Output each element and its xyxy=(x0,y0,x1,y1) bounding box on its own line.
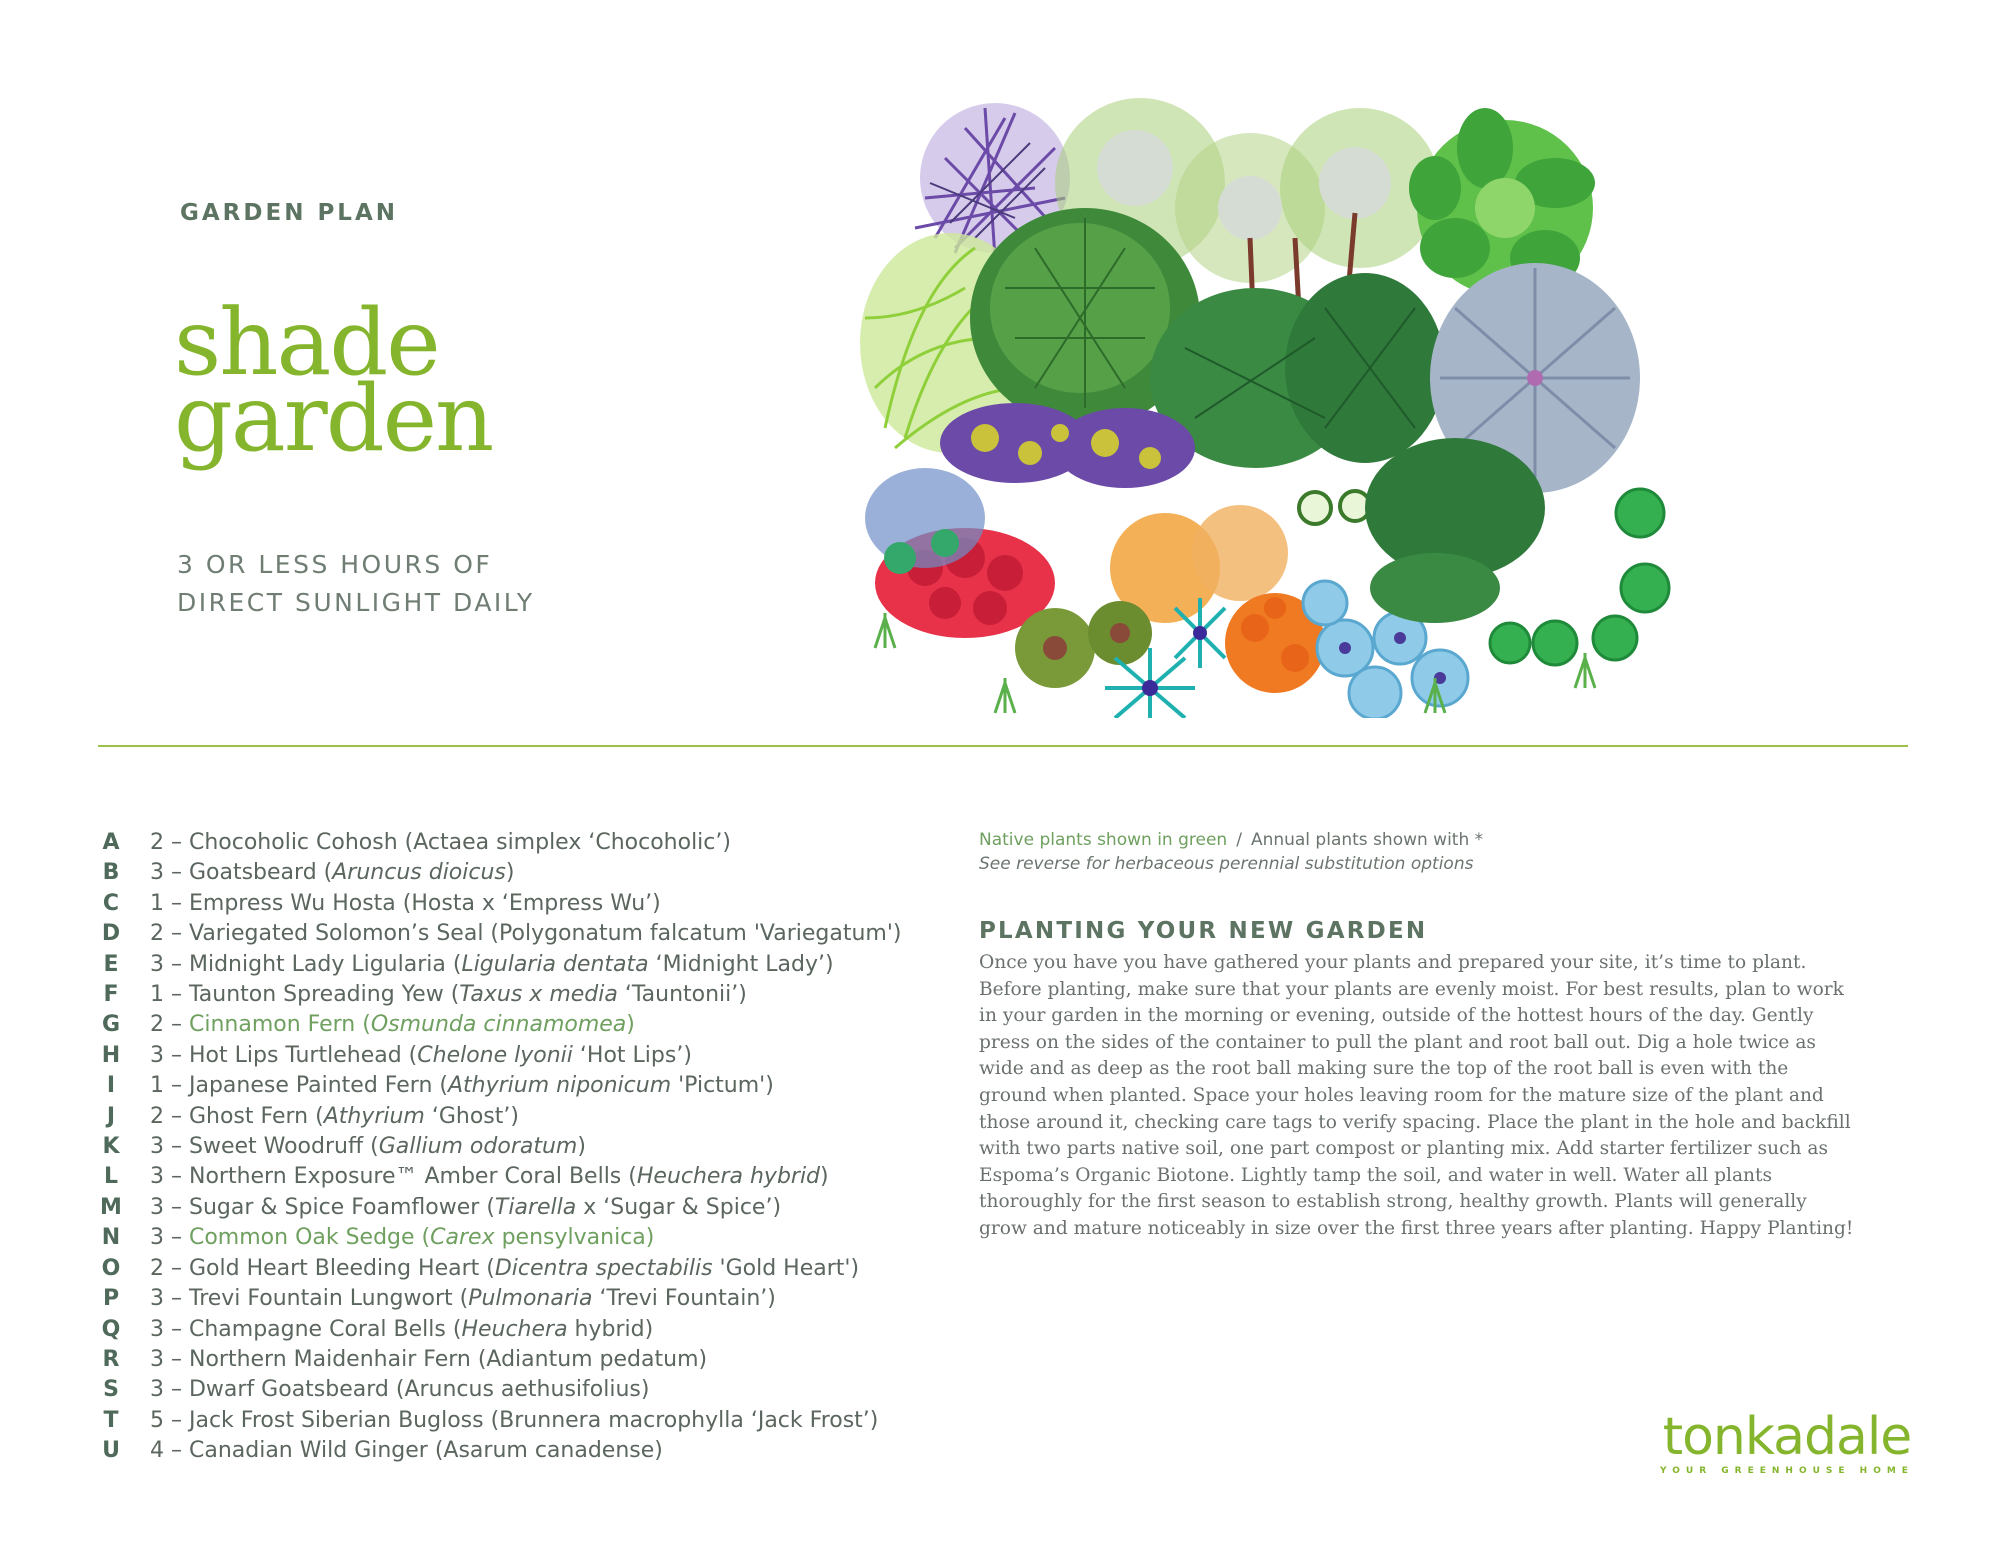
plant-quantity: 3 – xyxy=(150,1286,189,1312)
plant-name-italic: Athyrium xyxy=(323,1103,425,1129)
plant-name xyxy=(189,1195,781,1220)
plant-key: E xyxy=(103,951,119,977)
plant-quantity: 3 – xyxy=(150,1042,189,1068)
title-line-2: garden xyxy=(174,365,493,472)
plant-name-text: Goatsbeard ( xyxy=(188,860,333,886)
plant-name xyxy=(189,1377,649,1402)
plant-item xyxy=(100,919,901,949)
plant-name-italic: Chelone lyonii xyxy=(417,1042,573,1068)
bleeding-heart-drawing xyxy=(1015,601,1152,688)
plant-name xyxy=(189,1347,707,1372)
sunlight-requirement xyxy=(177,546,535,622)
plant-item xyxy=(100,1223,901,1253)
plant-item xyxy=(100,980,901,1010)
plant-name xyxy=(189,860,515,885)
plant-item xyxy=(100,889,901,919)
plant-name-text: Japanese Painted Fern ( xyxy=(188,1073,448,1099)
plant-name-text: Midnight Lady Ligularia ( xyxy=(188,951,462,977)
plant-name-text: Jack Frost Siberian Bugloss (Brunnera macrophylla ‘Jack Frost’) xyxy=(188,1407,879,1433)
plant-name xyxy=(189,1256,859,1281)
plant-name-text: ‘Trevi Fountain’) xyxy=(592,1286,776,1312)
plant-item xyxy=(100,1254,901,1284)
plant-name xyxy=(189,982,747,1007)
maidenhair-fern-drawing xyxy=(1365,438,1545,623)
subtitle-line-2: DIRECT SUNLIGHT DAILY xyxy=(177,588,535,617)
plant-name-italic: Ligularia dentata xyxy=(461,951,649,977)
plant-key: L xyxy=(103,1164,119,1190)
page-title xyxy=(174,289,493,472)
plant-name-text: Cinnamon Fern ( xyxy=(188,1012,371,1038)
native-note: Native plants shown in green xyxy=(979,830,1228,850)
plant-quantity: 3 – xyxy=(150,1316,189,1342)
plant-name-text: ) xyxy=(505,860,515,886)
subtitle-line-1: 3 OR LESS HOURS OF xyxy=(177,550,493,579)
plant-name-text: Sweet Woodruff ( xyxy=(188,1134,379,1160)
plant-quantity: 1 – xyxy=(150,982,189,1008)
plant-name xyxy=(189,921,902,946)
plant-key: I xyxy=(106,1073,116,1099)
plant-name-text: Ghost Fern ( xyxy=(188,1103,324,1129)
plant-key: B xyxy=(102,860,120,886)
plant-name-text: Chocoholic Cohosh (Actaea simplex ‘Chocoholic’) xyxy=(188,830,731,855)
plant-name-italic: Heuchera hybrid xyxy=(636,1164,821,1190)
plant-item xyxy=(100,1406,901,1436)
plant-name-text: ) xyxy=(626,1012,635,1038)
planting-instructions: Once you have you have gathered your plants and prepared your site, it’s time to plant. Before planting, make sure that your plants are evenly moist. For best results, plan to work in your garden in the morning or evening, outside of the hottest hours of the day. Gently press on the sides of the container to pull the plant and root ball out. Dig a hole twice as wide and as deep as the root ball making sure the top of the root ball is even with the ground when planted. Space your holes leaving room for the mature size of the plant and those around it, checking care tags to verify spacing. Place the plant in the hole and backfill with two parts native soil, one part compost or planting mix. Add starter fertilizer such as Espoma’s Organic Biotone. Lightly tamp the soil, and water in well. Water all plants thoroughly for the first season to establish strong, healthy growth. Plants will generally grow and mature noticeably in size over the first three years after planting. Happy Planting! xyxy=(979,952,1854,1239)
plant-key: H xyxy=(101,1042,121,1068)
plant-name-text: ) xyxy=(820,1164,829,1190)
plant-quantity: 3 – xyxy=(150,1194,189,1220)
plant-quantity: 2 – xyxy=(150,1012,189,1038)
plant-item xyxy=(100,1132,901,1162)
legend xyxy=(979,828,1483,876)
plant-name-text: Variegated Solomon’s Seal (Polygonatum falcatum 'Variegatum') xyxy=(188,921,902,947)
plant-item xyxy=(100,1162,901,1192)
plant-quantity: 3 – xyxy=(150,1346,189,1372)
plant-name-text: ‘Ghost’) xyxy=(424,1103,519,1129)
plant-name-text: 'Gold Heart') xyxy=(712,1255,860,1281)
plant-item xyxy=(100,1315,901,1345)
plant-key: M xyxy=(100,1194,122,1220)
plant-name-italic: Pulmonaria xyxy=(468,1286,593,1312)
plant-key: Q xyxy=(101,1316,121,1342)
plant-name-text: hybrid) xyxy=(567,1316,654,1342)
plant-name xyxy=(189,1438,663,1463)
plant-name xyxy=(189,1104,519,1129)
plant-name xyxy=(189,830,731,855)
plant-name-text: Dwarf Goatsbeard (Aruncus aethusifolius) xyxy=(188,1377,650,1403)
plant-quantity: 3 – xyxy=(150,860,189,886)
plant-quantity: 5 – xyxy=(150,1407,189,1433)
plant-quantity: 3 – xyxy=(150,1225,189,1251)
plant-item xyxy=(100,1284,901,1314)
plant-item xyxy=(100,858,901,888)
plant-key: K xyxy=(102,1134,120,1160)
plant-name-italic: Osmunda cinnamomea xyxy=(370,1012,627,1038)
plant-quantity: 1 – xyxy=(150,1073,189,1099)
orange-coral-bells-drawing xyxy=(1110,505,1325,693)
plant-name-text: Northern Maidenhair Fern (Adiantum pedatum) xyxy=(188,1346,708,1372)
plant-item xyxy=(100,828,901,858)
plant-name-text: ‘Hot Lips’) xyxy=(572,1042,692,1068)
plant-key: D xyxy=(101,921,121,947)
plant-name-text: Trevi Fountain Lungwort ( xyxy=(188,1286,469,1312)
coral-bells-drawing xyxy=(940,403,1195,488)
plant-name-italic: Taxus x media xyxy=(459,982,618,1008)
plant-name-text: Empress Wu Hosta (Hosta x ‘Empress Wu’) xyxy=(188,890,661,916)
plant-name-text: 'Pictum') xyxy=(671,1073,774,1099)
plant-key: O xyxy=(101,1255,121,1281)
logo-tagline: YOUR GREENHOUSE HOME xyxy=(1660,1466,1914,1476)
plant-name-italic: Heuchera xyxy=(461,1316,568,1342)
garden-plan-illustration xyxy=(855,88,1690,718)
plant-name-text: Taunton Spreading Yew ( xyxy=(188,982,460,1008)
annual-note: Annual plants shown with * xyxy=(1250,830,1484,850)
plant-quantity: 2 – xyxy=(150,830,189,855)
legend-separator: / xyxy=(1236,830,1242,850)
plant-key: R xyxy=(102,1346,120,1372)
plant-key: N xyxy=(101,1225,121,1251)
plant-key: G xyxy=(101,1012,121,1038)
plant-name-text: Gold Heart Bleeding Heart ( xyxy=(188,1255,495,1281)
planting-heading: PLANTING YOUR NEW GARDEN xyxy=(979,918,1428,944)
plant-quantity: 4 – xyxy=(150,1438,189,1464)
plant-key: S xyxy=(103,1377,119,1403)
plant-name xyxy=(189,1073,774,1098)
plant-quantity: 2 – xyxy=(150,921,189,947)
plant-name-italic: Carex xyxy=(430,1225,495,1251)
plant-name-italic: Dicentra spectabilis xyxy=(494,1255,713,1281)
plant-name-italic: Aruncus dioicus xyxy=(332,860,506,886)
plant-name-text: ) xyxy=(577,1134,586,1160)
plant-name-text: Champagne Coral Bells ( xyxy=(188,1316,462,1342)
plant-name xyxy=(189,1012,635,1037)
plant-name xyxy=(189,1043,692,1068)
plant-item xyxy=(100,1041,901,1071)
plant-key: T xyxy=(103,1407,119,1433)
plant-name-text: Northern Exposure™ Amber Coral Bells ( xyxy=(188,1164,637,1190)
title-line-1: shade xyxy=(174,289,439,396)
plant-quantity: 3 – xyxy=(150,1134,189,1160)
plant-key: U xyxy=(102,1438,120,1464)
plant-name-text: Common Oak Sedge ( xyxy=(188,1225,431,1251)
plant-key: F xyxy=(103,982,119,1008)
eyebrow-label: GARDEN PLAN xyxy=(180,200,399,226)
plant-quantity: 1 – xyxy=(150,890,189,916)
plant-name xyxy=(189,1225,654,1250)
plant-name xyxy=(189,1134,586,1159)
hosta-drawing xyxy=(1409,108,1595,296)
plant-item xyxy=(100,950,901,980)
plant-name-text: ‘Tauntonii’) xyxy=(617,982,747,1008)
plant-name xyxy=(189,952,834,977)
plant-quantity: 2 – xyxy=(150,1103,189,1129)
plant-quantity: 2 – xyxy=(150,1255,189,1281)
plant-name-text: Hot Lips Turtlehead ( xyxy=(188,1042,418,1068)
section-divider xyxy=(98,745,1908,747)
plant-name-italic: Gallium odoratum xyxy=(378,1134,578,1160)
plant-quantity: 3 – xyxy=(150,1377,189,1403)
plant-item xyxy=(100,1193,901,1223)
plant-key: C xyxy=(102,890,120,916)
plant-item xyxy=(100,1010,901,1040)
plant-quantity: 3 – xyxy=(150,951,189,977)
plant-name xyxy=(189,891,661,916)
plant-item xyxy=(100,1102,901,1132)
plant-name-text: x ‘Sugar & Spice’) xyxy=(576,1194,782,1220)
plant-item xyxy=(100,1375,901,1405)
plant-key: J xyxy=(106,1103,116,1129)
plant-item xyxy=(100,1071,901,1101)
plant-name-italic: Athyrium niponicum xyxy=(447,1073,672,1099)
logo-wordmark: tonkadale xyxy=(1662,1407,1912,1467)
plant-item xyxy=(100,1436,901,1466)
plant-name xyxy=(189,1286,776,1311)
plant-name-text: ‘Midnight Lady’) xyxy=(648,951,834,977)
plant-name xyxy=(189,1317,653,1342)
plant-key: A xyxy=(102,830,120,855)
tonkadale-logo xyxy=(1656,1407,1918,1476)
plant-quantity: 3 – xyxy=(150,1164,189,1190)
plant-name xyxy=(189,1408,878,1433)
plant-name xyxy=(189,1164,829,1189)
plant-name-text: Canadian Wild Ginger (Asarum canadense) xyxy=(188,1438,663,1464)
plant-name-text: Sugar & Spice Foamflower ( xyxy=(188,1194,495,1220)
plant-name-text: pensylvanica) xyxy=(494,1225,655,1251)
plant-list xyxy=(100,828,901,1467)
plant-item xyxy=(100,1345,901,1375)
reverse-note: See reverse for herbaceous perennial substitution options xyxy=(979,854,1474,874)
plant-key: P xyxy=(102,1286,120,1312)
plant-name-italic: Tiarella xyxy=(494,1194,577,1220)
